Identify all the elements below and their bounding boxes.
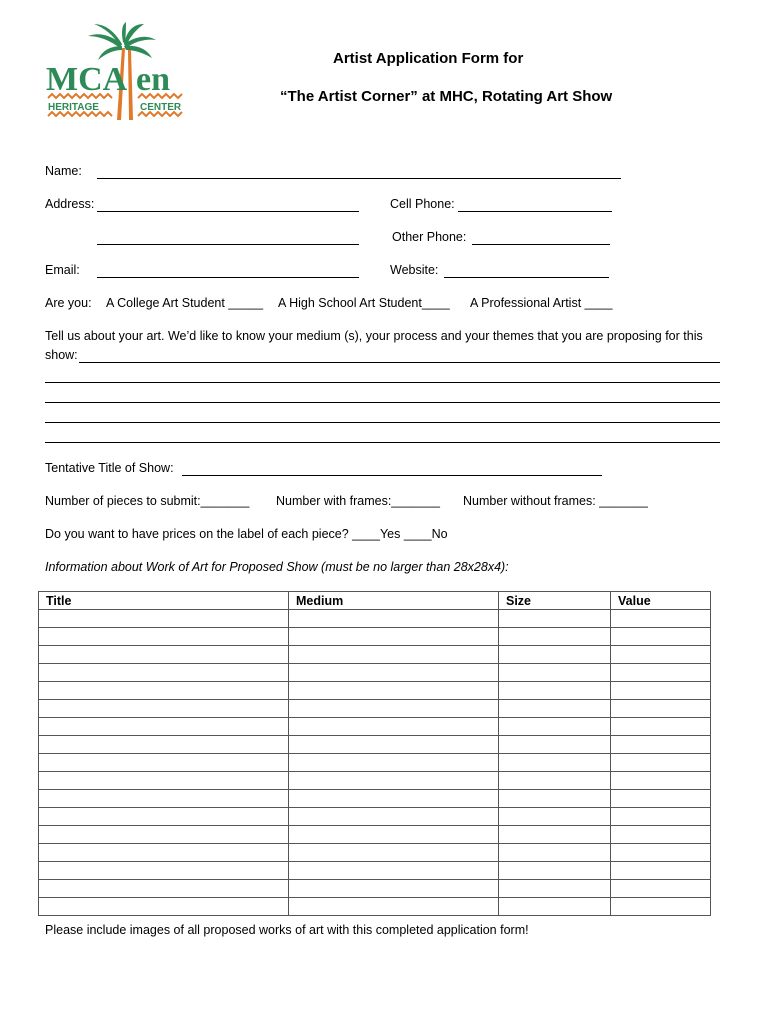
name-label: Name: <box>45 164 82 178</box>
prices-question[interactable]: Do you want to have prices on the label of each piece? ____Yes ____No <box>45 527 448 541</box>
cell-title[interactable] <box>39 736 289 754</box>
number-without-frames-field[interactable]: Number without frames: _______ <box>463 494 648 508</box>
art-description-line2[interactable] <box>45 382 720 383</box>
table-row <box>39 862 711 880</box>
column-header-title: Title <box>39 592 289 610</box>
cell-medium[interactable] <box>289 628 499 646</box>
svg-text:CENTER: CENTER <box>140 102 182 113</box>
cell-value[interactable] <box>611 790 711 808</box>
table-row <box>39 898 711 916</box>
name-field[interactable] <box>97 178 621 179</box>
table-row <box>39 610 711 628</box>
cell-title[interactable] <box>39 628 289 646</box>
table-row <box>39 700 711 718</box>
cell-size[interactable] <box>499 862 611 880</box>
table-row <box>39 808 711 826</box>
cell-size[interactable] <box>499 628 611 646</box>
cell-size[interactable] <box>499 772 611 790</box>
column-header-size: Size <box>499 592 611 610</box>
cell-value[interactable] <box>611 736 711 754</box>
works-table <box>38 591 711 916</box>
cell-title[interactable] <box>39 610 289 628</box>
address-field-line2[interactable] <box>97 244 359 245</box>
cell-size[interactable] <box>499 736 611 754</box>
cell-title[interactable] <box>39 700 289 718</box>
footer-note: Please include images of all proposed works of art with this completed application form! <box>45 923 529 937</box>
form-title-line2: “The Artist Corner” at MHC, Rotating Art Show <box>280 88 613 105</box>
pieces-to-submit-field[interactable]: Number of pieces to submit:_______ <box>45 494 250 508</box>
tentative-title-field[interactable] <box>182 475 602 476</box>
tell-us-prompt-line2: show: <box>45 348 78 362</box>
works-table-body <box>39 610 711 916</box>
svg-text:HERITAGE: HERITAGE <box>48 102 99 113</box>
table-row <box>39 880 711 898</box>
cell-phone-label: Cell Phone: <box>390 197 455 211</box>
cell-size[interactable] <box>499 700 611 718</box>
cell-size[interactable] <box>499 754 611 772</box>
website-label: Website: <box>390 263 439 277</box>
address-label: Address: <box>45 197 95 211</box>
cell-title[interactable] <box>39 682 289 700</box>
cell-size[interactable] <box>499 844 611 862</box>
cell-medium[interactable] <box>289 826 499 844</box>
cell-phone-field[interactable] <box>458 211 612 212</box>
cell-value[interactable] <box>611 898 711 916</box>
column-header-value: Value <box>611 592 711 610</box>
table-row <box>39 736 711 754</box>
cell-value[interactable] <box>611 844 711 862</box>
other-phone-label: Other Phone: <box>392 230 467 244</box>
address-field-line1[interactable] <box>97 211 359 212</box>
cell-value[interactable] <box>611 754 711 772</box>
art-description-line3[interactable] <box>45 402 720 403</box>
palm-tree-icon <box>44 22 190 126</box>
are-you-label: Are you: <box>45 296 92 310</box>
cell-title[interactable] <box>39 898 289 916</box>
table-row <box>39 790 711 808</box>
cell-title[interactable] <box>39 790 289 808</box>
cell-value[interactable] <box>611 682 711 700</box>
cell-value[interactable] <box>611 628 711 646</box>
cell-title[interactable] <box>39 754 289 772</box>
table-row <box>39 772 711 790</box>
cell-title[interactable] <box>39 646 289 664</box>
cell-title[interactable] <box>39 826 289 844</box>
cell-value[interactable] <box>611 610 711 628</box>
cell-medium[interactable] <box>289 772 499 790</box>
table-header-row <box>39 592 711 610</box>
cell-size[interactable] <box>499 880 611 898</box>
number-with-frames-field[interactable]: Number with frames:_______ <box>276 494 440 508</box>
cell-medium[interactable] <box>289 862 499 880</box>
tentative-title-label: Tentative Title of Show: <box>45 461 174 475</box>
cell-size[interactable] <box>499 898 611 916</box>
cell-medium[interactable] <box>289 736 499 754</box>
cell-medium[interactable] <box>289 898 499 916</box>
cell-title[interactable] <box>39 772 289 790</box>
table-row <box>39 826 711 844</box>
cell-title[interactable] <box>39 664 289 682</box>
cell-medium[interactable] <box>289 808 499 826</box>
cell-value[interactable] <box>611 880 711 898</box>
cell-size[interactable] <box>499 682 611 700</box>
cell-medium[interactable] <box>289 700 499 718</box>
cell-size[interactable] <box>499 808 611 826</box>
cell-value[interactable] <box>611 700 711 718</box>
table-row <box>39 718 711 736</box>
art-description-line1[interactable] <box>79 362 720 363</box>
cell-size[interactable] <box>499 826 611 844</box>
cell-value[interactable] <box>611 718 711 736</box>
cell-value[interactable] <box>611 664 711 682</box>
art-description-line4[interactable] <box>45 422 720 423</box>
cell-size[interactable] <box>499 790 611 808</box>
cell-size[interactable] <box>499 664 611 682</box>
cell-value[interactable] <box>611 808 711 826</box>
cell-medium[interactable] <box>289 610 499 628</box>
svg-text:en: en <box>136 61 170 98</box>
cell-size[interactable] <box>499 646 611 664</box>
table-row <box>39 664 711 682</box>
cell-size[interactable] <box>499 718 611 736</box>
cell-medium[interactable] <box>289 682 499 700</box>
mcallen-heritage-center-logo <box>44 22 190 126</box>
other-phone-field[interactable] <box>472 244 610 245</box>
work-info-heading: Information about Work of Art for Proposed Show (must be no larger than 28x28x4): <box>45 560 509 574</box>
cell-title[interactable] <box>39 844 289 862</box>
cell-medium[interactable] <box>289 664 499 682</box>
cell-value[interactable] <box>611 862 711 880</box>
cell-value[interactable] <box>611 646 711 664</box>
option-professional-artist[interactable]: A Professional Artist ____ <box>470 296 613 310</box>
website-field[interactable] <box>444 277 609 278</box>
cell-title[interactable] <box>39 808 289 826</box>
option-high-school-student[interactable]: A High School Art Student____ <box>278 296 450 310</box>
email-field[interactable] <box>97 277 359 278</box>
table-row <box>39 628 711 646</box>
cell-medium[interactable] <box>289 754 499 772</box>
table-row <box>39 844 711 862</box>
art-description-line5[interactable] <box>45 442 720 443</box>
cell-title[interactable] <box>39 718 289 736</box>
cell-medium[interactable] <box>289 646 499 664</box>
cell-medium[interactable] <box>289 844 499 862</box>
cell-value[interactable] <box>611 826 711 844</box>
table-row <box>39 646 711 664</box>
tell-us-prompt-line1: Tell us about your art. We’d like to know your medium (s), your process and your themes that you are proposing for this <box>45 329 703 343</box>
column-header-medium: Medium <box>289 592 499 610</box>
cell-value[interactable] <box>611 772 711 790</box>
cell-title[interactable] <box>39 880 289 898</box>
cell-medium[interactable] <box>289 718 499 736</box>
form-title-line1: Artist Application Form for <box>333 50 524 67</box>
svg-text:MCA: MCA <box>46 61 128 98</box>
cell-title[interactable] <box>39 862 289 880</box>
cell-size[interactable] <box>499 610 611 628</box>
cell-medium[interactable] <box>289 790 499 808</box>
email-label: Email: <box>45 263 80 277</box>
table-row <box>39 682 711 700</box>
cell-medium[interactable] <box>289 880 499 898</box>
option-college-student[interactable]: A College Art Student _____ <box>106 296 264 310</box>
table-row <box>39 754 711 772</box>
